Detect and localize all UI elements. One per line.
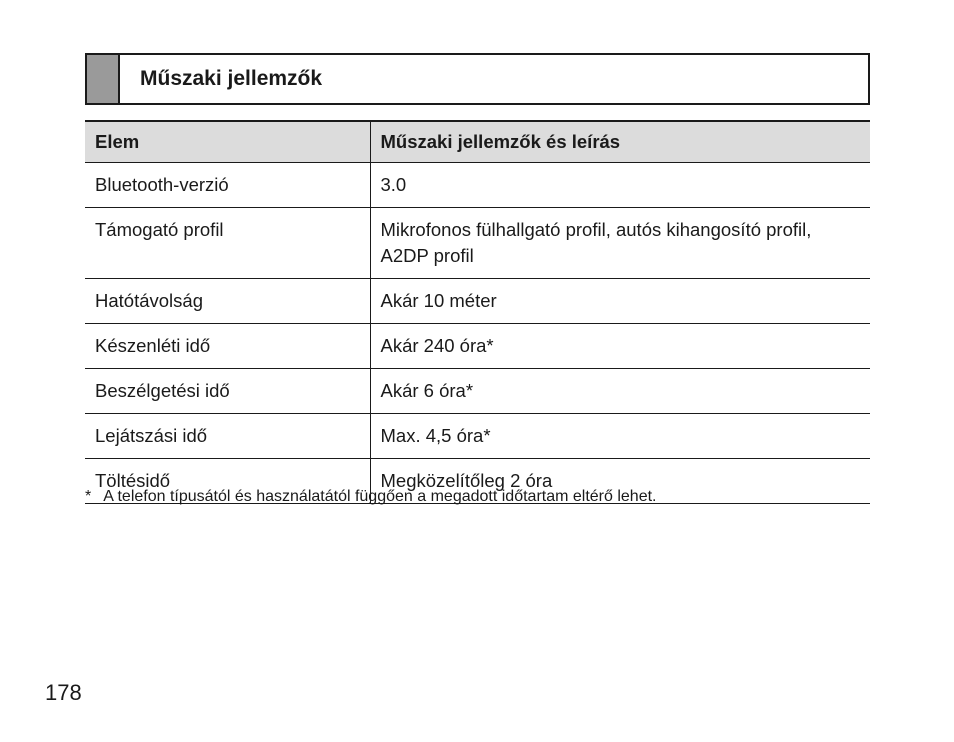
row-item: Beszélgetési idő xyxy=(95,380,230,401)
table-row xyxy=(85,324,870,369)
row-value: Akár 6 óra* xyxy=(370,369,870,414)
footnote xyxy=(85,488,657,506)
row-value: Akár 240 óra* xyxy=(370,324,870,369)
table-row xyxy=(85,414,870,459)
row-value: Megközelítőleg 2 óra xyxy=(370,459,870,504)
row-value: 3.0 xyxy=(370,163,870,208)
table-row xyxy=(85,208,870,279)
footnote-marker: * xyxy=(85,488,92,505)
row-value: Max. 4,5 óra* xyxy=(370,414,870,459)
section-marker xyxy=(87,55,120,103)
table-row xyxy=(85,163,870,208)
row-item: Töltésidő xyxy=(95,470,171,491)
section-header xyxy=(85,53,870,105)
spec-table xyxy=(85,120,870,504)
row-item: Támogató profil xyxy=(95,219,224,240)
row-item: Készenléti idő xyxy=(95,335,211,356)
section-title: Műszaki jellemzők xyxy=(140,67,323,90)
table-header-row xyxy=(85,121,870,163)
table-row xyxy=(85,279,870,324)
header-spec: Műszaki jellemzők és leírás xyxy=(370,121,870,163)
page-number: 178 xyxy=(45,680,82,705)
header-item: Elem xyxy=(95,131,140,152)
row-value: Akár 10 méter xyxy=(370,279,870,324)
row-value: Mikrofonos fülhallgató profil, autós kihangosító profil, A2DP profil xyxy=(370,208,870,279)
row-item: Lejátszási idő xyxy=(95,425,208,446)
table-row xyxy=(85,369,870,414)
row-item: Bluetooth-verzió xyxy=(95,174,229,195)
row-item: Hatótávolság xyxy=(95,290,203,311)
footnote-text: A telefon típusától és használatától függően a megadott időtartam eltérő lehet. xyxy=(103,488,657,505)
